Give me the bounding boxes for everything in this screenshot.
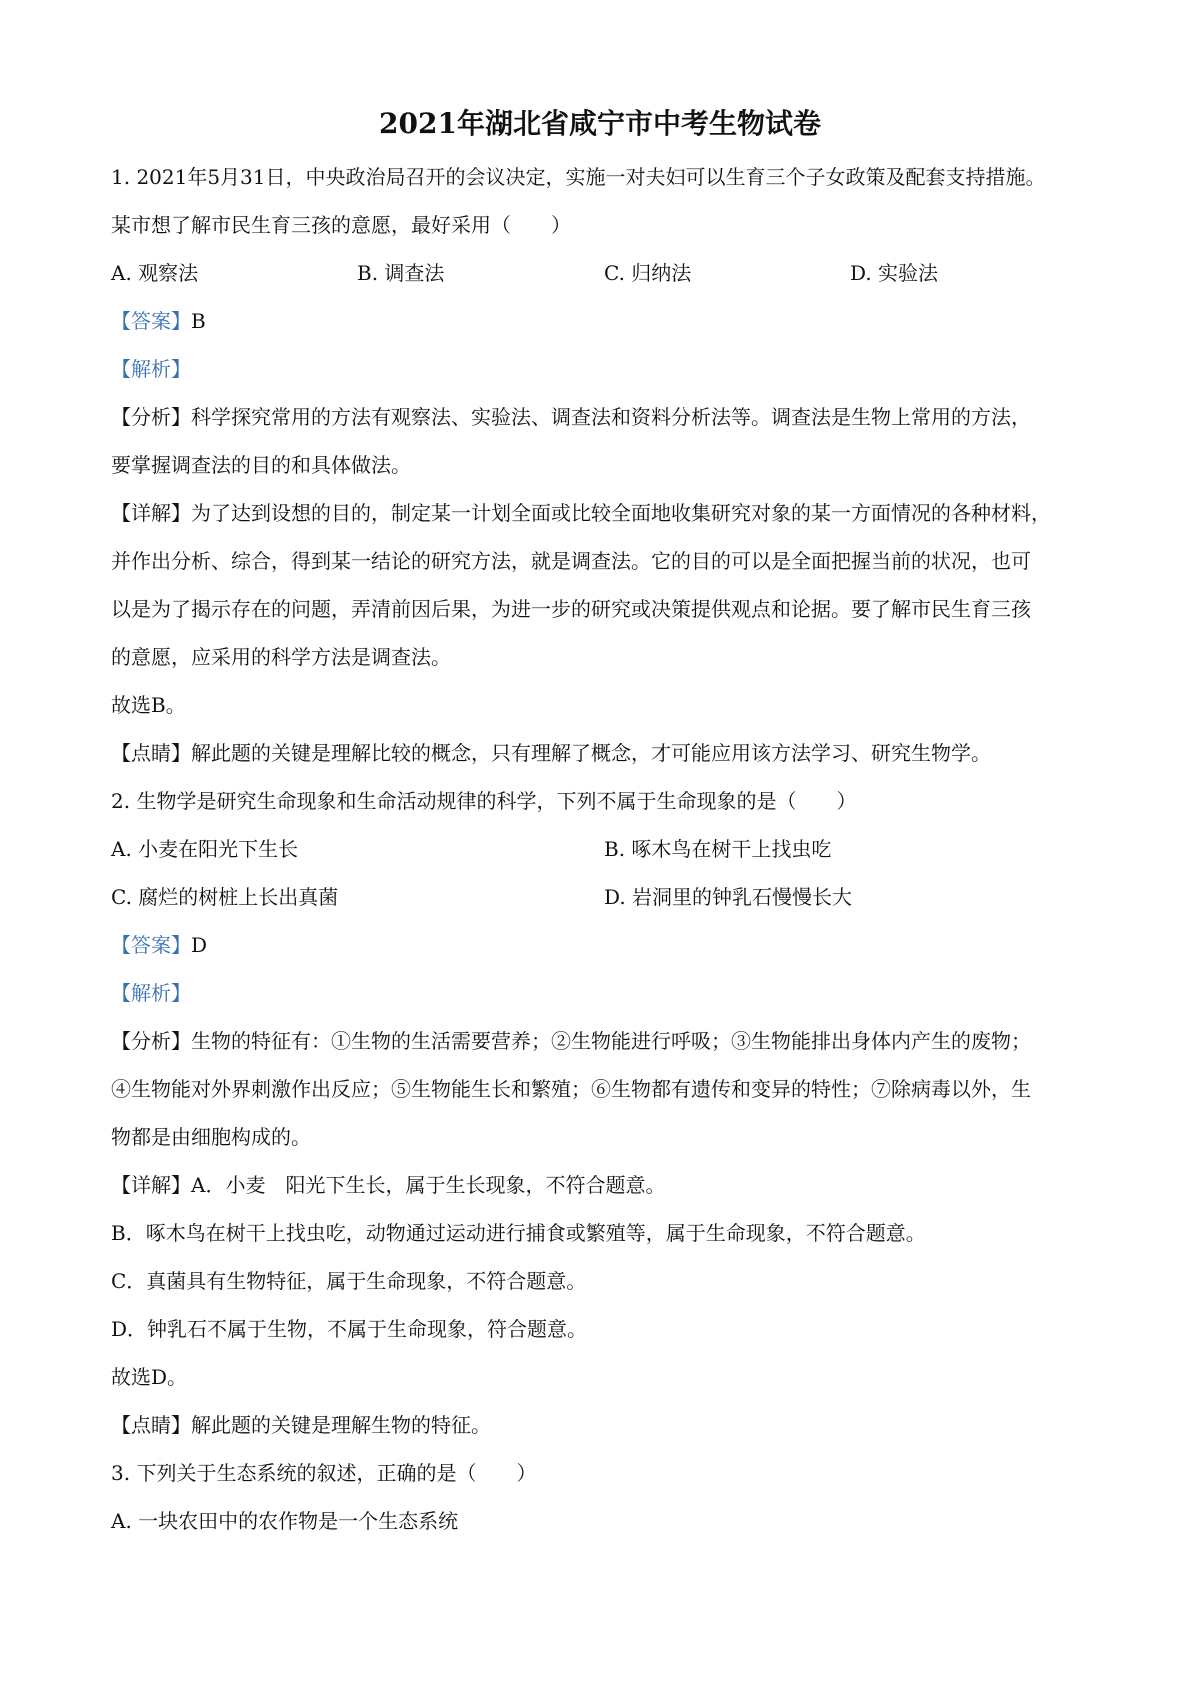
q2-option-b: B. 啄木鸟在树干上找虫吃 [604,837,832,861]
q3-option-a: A. 一块农田中的农作物是一个生态系统 [111,1509,459,1533]
q2-fenxi-line1: 【分析】生物的特征有：①生物的生活需要营养；②生物能进行呼吸；③生物能排出身体内产生的废物； [111,1029,1031,1053]
q1-detail-line2: 并作出分析、综合，得到某一结论的研究方法，就是调查法。它的目的可以是全面把握当前的状况，也可 [111,549,1031,573]
detail-tag: 【详解】 [111,1173,191,1197]
q1-option-b: B. 调查法 [357,261,445,285]
q2-option-d: D. 岩洞里的钟乳石慢慢长大 [604,885,853,909]
q2-dianjing: 【点睛】解此题的关键是理解生物的特征。 [111,1413,491,1437]
answer-value: B [191,309,206,333]
q3-stem: 3. 下列关于生态系统的叙述，正确的是（ ） [111,1461,537,1485]
dianjing-tag: 【点睛】 [111,741,191,765]
q2-analysis-tag: 【解析】 [111,981,191,1005]
q1-detail-line1: 【详解】为了达到设想的目的，制定某一计划全面或比较全面地收集研究对象的某一方面情况的各种材料， [111,501,1051,525]
page-title: 2021年湖北省咸宁市中考生物试卷 [379,107,821,140]
fenxi-tag: 【分析】 [111,1029,191,1053]
dianjing-tag: 【点睛】 [111,1413,191,1437]
q1-dianjing: 【点睛】解此题的关键是理解比较的概念，只有理解了概念，才可能应用该方法学习、研究生物学。 [111,741,991,765]
q2-detail-d: D．钟乳石不属于生物，不属于生命现象，符合题意。 [111,1317,588,1341]
answer-value: D [191,933,208,957]
q2-answer [111,931,207,959]
q1-option-d: D. 实验法 [850,261,939,285]
q1-stem-line2: 某市想了解市民生育三孩的意愿，最好采用（ ） [111,213,571,237]
q2-option-a: A. 小麦在阳光下生长 [111,837,299,861]
q1-stem-line1: 1. 2021年5月31日，中央政治局召开的会议决定，实施一对夫妇可以生育三个子女政策及配套支持措施。 [111,165,1046,189]
q1-detail-line4: 的意愿，应采用的科学方法是调查法。 [111,645,451,669]
q2-fenxi-line3: 物都是由细胞构成的。 [111,1125,311,1149]
q2-detail-b: B．啄木鸟在树干上找虫吃，动物通过运动进行捕食或繁殖等，属于生命现象，不符合题意。 [111,1221,926,1245]
q2-stem: 2. 生物学是研究生命现象和生命活动规律的科学，下列不属于生命现象的是（ ） [111,789,857,813]
q1-analysis-tag: 【解析】 [111,357,191,381]
q2-choose: 故选D。 [111,1365,188,1389]
q1-choose: 故选B。 [111,693,186,717]
q2-option-c: C. 腐烂的树桩上长出真菌 [111,885,339,909]
q1-option-a: A. 观察法 [111,261,199,285]
detail-tag: 【详解】 [111,501,191,525]
q1-option-c: C. 归纳法 [604,261,692,285]
fenxi-tag: 【分析】 [111,405,191,429]
q1-fenxi-line2: 要掌握调查法的目的和具体做法。 [111,453,411,477]
q1-detail-line3: 以是为了揭示存在的问题，弄清前因后果，为进一步的研究或决策提供观点和论据。要了解市民生育三孩 [111,597,1031,621]
answer-tag: 【答案】 [111,309,191,333]
q2-fenxi-line2: ④生物能对外界刺激作出反应；⑤生物能生长和繁殖；⑥生物都有遗传和变异的特性；⑦除病毒以外，生 [111,1077,1031,1101]
q2-detail-c: C．真菌具有生物特征，属于生命现象，不符合题意。 [111,1269,587,1293]
q1-answer [111,307,206,335]
answer-tag: 【答案】 [111,933,191,957]
q1-fenxi-line1: 【分析】科学探究常用的方法有观察法、实验法、调查法和资料分析法等。调查法是生物上常用的方法， [111,405,1031,429]
q2-detail-a: 【详解】A．小麦 阳光下生长，属于生长现象，不符合题意。 [111,1173,666,1197]
